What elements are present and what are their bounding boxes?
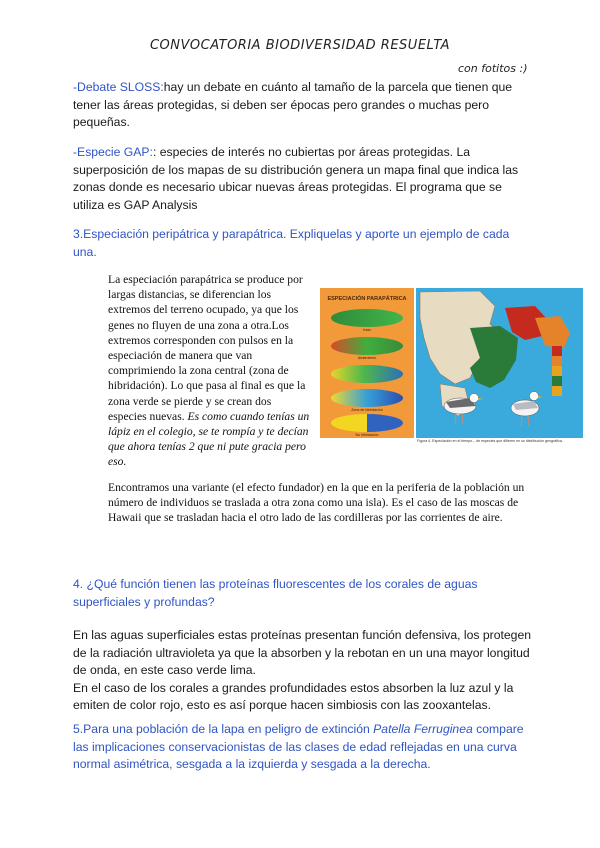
document-title: CONVOCATORIA BIODIVERSIDAD RESUELTA	[149, 38, 451, 53]
gap-label: -Especie GAP:	[73, 145, 153, 159]
diagram-panel-title: ESPECIACIÓN PARAPÁTRICA	[327, 296, 407, 302]
gap-paragraph	[73, 144, 531, 214]
q3-answer-part2: Encontramos una variante (el efecto fundador) en la que en la periferia de la población un número de individuos se traslada a otra zona como una isla). Es el caso de las moscas de Hawaii que se trasladan hacia el otro lado de las cordilleras por las corrientes de aire.	[108, 481, 525, 525]
stage-ellipse-2	[331, 337, 403, 355]
q4-answer: En las aguas superficiales estas proteínas presentan función defensiva, los protegen de la radiación ultravioleta ya que la absorben y la rebotan en un una mayor longitud de onda, en este caso verde lima. En el caso de los corales a grandes profundidades estos absorben la luz azul y la emiten de color rojo, esto es así porque hacen simbiosis con las zooxantelas.	[73, 628, 531, 712]
q5-text-a: 5.Para una población de la lapa en peligro de extinción	[73, 722, 374, 736]
stage-label-2: Aislamiento	[357, 356, 377, 360]
sloss-label: -Debate SLOSS:	[73, 80, 164, 94]
speciation-figure	[320, 288, 583, 463]
stage-ellipse-3	[331, 365, 403, 383]
q3-answer-text: La especiación parapátrica se produce por largas distancias, se diferencian los extremos del terreno ocupado, ya que los genes no fluyen de una zona a otra.Los extremos corresponden con pulsos en la especiación de manera que van comprimiendo la zona central (zona de hibridación). Lo que pasa al final es que la zona verde se pierde y se crean dos especies nuevas.	[108, 273, 306, 423]
sloss-text: hay un debate en cuánto al tamaño de la parcela que tienen que tener las áreas protegidas, si deben ser épocas pero grandes o muchas pero pequeñas.	[73, 80, 513, 129]
document-subtitle: con fotitos :)	[458, 62, 528, 75]
stage-label-1: Inicio	[362, 328, 372, 332]
question-3: 3.Especiación peripátrica y parapátrica. Expliquelas y aporte un ejemplo de cada una.	[73, 227, 510, 259]
gap-text: : especies de interés no cubiertas por áreas protegidas. La superposición de los mapas de su distribución genera un mapa final que indica las zonas donde es necesario ubicar nuevas áreas protegidas. El programa que se utiliza es GAP Analysis	[73, 145, 519, 212]
figure-caption: Figura 4. Especiación en el tiempo... de especies que difieren en su distribución geográfica.	[417, 439, 563, 443]
sloss-paragraph	[73, 79, 531, 132]
stage-ellipse-4	[331, 389, 403, 407]
stage-ellipse-5	[331, 414, 403, 432]
question-5	[73, 721, 531, 774]
stage-label-4: No hibridación	[355, 433, 379, 437]
question-4: 4. ¿Qué función tienen las proteínas fluorescentes de los corales de aguas superficiales y profundas?	[73, 577, 478, 609]
stage-label-3: Zona de hibridación	[351, 408, 383, 412]
q5-species: Patella Ferruginea	[373, 722, 473, 736]
stage-ellipse-1	[331, 309, 403, 327]
q3-answer-italic: Es como cuando tenías un lápiz en el colegio, se te rompía y te decían que ahora tenías 2 que ni pute gracia pero eso.	[108, 409, 310, 469]
q3-answer-part1	[108, 272, 310, 470]
q5-text-b: compare las implicaciones conservacionistas de las clases de edad reflejadas en una curva normal asimétrica, sesgada a la izquierda y sesgada a la derecha.	[73, 722, 524, 771]
